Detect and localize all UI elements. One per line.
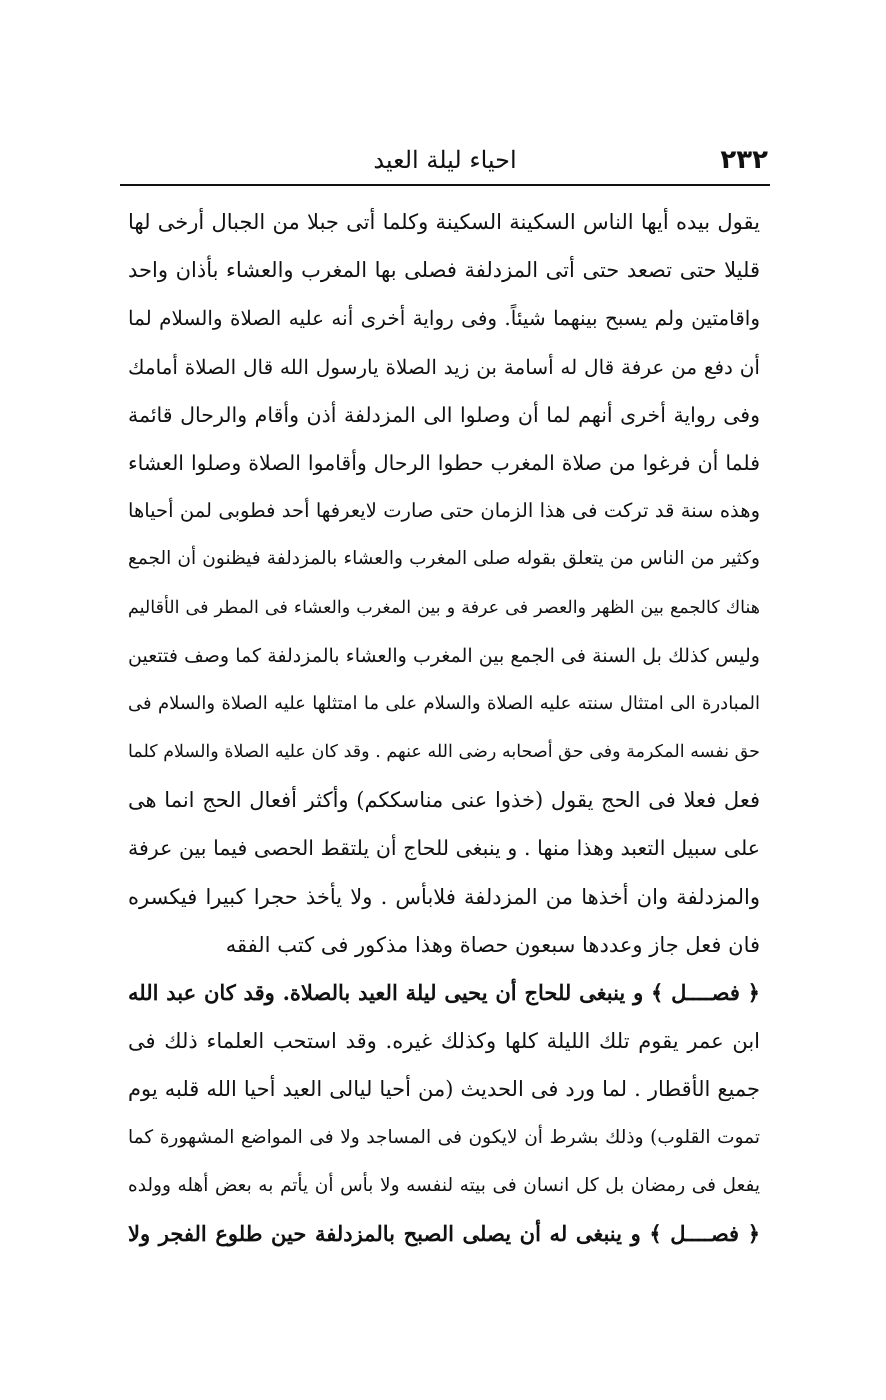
text-line: قليلا حتى تصعد حتى أتى المزدلفة فصلى بها المغرب والعشاء بأذان واحد <box>128 258 760 283</box>
text-line: هناك كالجمع بين الظهر والعصر فى عرفة و بين المغرب والعشاء فى المطر فى الأقاليم <box>128 597 760 618</box>
body-text <box>128 198 760 1258</box>
text-line: واقامتين ولم يسبح بينهما شيئاً. وفى رواية أخرى أنه عليه الصلاة والسلام لما <box>128 306 760 331</box>
page-header <box>122 140 768 180</box>
header-rule <box>120 184 770 186</box>
text-line: أن دفع من عرفة قال له أسامة بن زيد الصلاة يارسول الله قال الصلاة أمامك <box>128 354 760 379</box>
section-heading-line: ﴿ فصــــل ﴾ و ينبغى له أن يصلى الصبح بالمزدلفة حين طلوع الفجر ولا <box>128 1220 760 1246</box>
text-line: فان فعل جاز وعددها سبعون حصاة وهذا مذكور فى كتب الفقه <box>225 932 760 957</box>
text-line: يقول بيده أيها الناس السكينة السكينة وكلما أتى جبلا من الجبال أرخى لها <box>128 210 760 234</box>
text-line: على سبيل التعبد وهذا منها . و ينبغى للحاج أن يلتقط الحصى فيما بين عرفة <box>128 836 760 861</box>
text-line: فعل فعلا فى الحج يقول (خذوا عنى مناسككم) وأكثر أفعال الحج انما هى <box>128 788 760 813</box>
text-line: وفى رواية أخرى أنهم لما أن وصلوا الى المزدلفة أذن وأقام والرحال قائمة <box>128 402 760 427</box>
text-line: جميع الأقطار . لما ورد فى الحديث (من أحيا ليالى العيد أحيا الله قلبه يوم <box>128 1077 760 1102</box>
text-line: وليس كذلك بل السنة فى الجمع بين المغرب والعشاء بالمزدلفة كما وصف فتتعين <box>128 644 760 667</box>
running-title: احياء ليلة العيد <box>373 146 517 174</box>
text-line: وكثير من الناس من يتعلق بقوله صلى المغرب والعشاء بالمزدلفة فيظنون أن الجمع <box>128 548 760 570</box>
text-line: يفعل فى رمضان بل كل انسان فى بيته لنفسه ولا بأس أن يأتم به بعض أهله وولده <box>128 1174 760 1196</box>
text-line: تموت القلوب) وذلك بشرط أن لايكون فى المساجد ولا فى المواضع المشهورة كما <box>128 1126 760 1148</box>
text-line: حق نفسه المكرمة وفى حق أصحابه رضى الله عنهم . وقد كان عليه الصلاة والسلام كلما <box>128 742 760 763</box>
text-line: والمزدلفة وان أخذها من المزدلفة فلابأس . ولا يأخذ حجرا كبيرا فيكسره <box>128 884 760 909</box>
text-line: المبادرة الى امتثال سنته عليه الصلاة والسلام على ما امتثلها عليه الصلاة والسلام فى <box>128 692 760 714</box>
section-heading-line: ﴿ فصــــل ﴾ و ينبغى للحاج أن يحيى ليلة العيد بالصلاة. وقد كان عبد الله <box>128 980 760 1005</box>
text-line: ابن عمر يقوم تلك الليلة كلها وكذلك غيره. وقد استحب العلماء ذلك فى <box>128 1029 760 1054</box>
text-line: فلما أن فرغوا من صلاة المغرب حطوا الرحال وأقاموا الصلاة وصلوا العشاء <box>128 450 760 475</box>
page-number: ٢٣٢ <box>720 145 768 175</box>
text-line: وهذه سنة قد تركت فى هذا الزمان حتى صارت لايعرفها أحد فطوبى لمن أحياها <box>128 499 760 523</box>
